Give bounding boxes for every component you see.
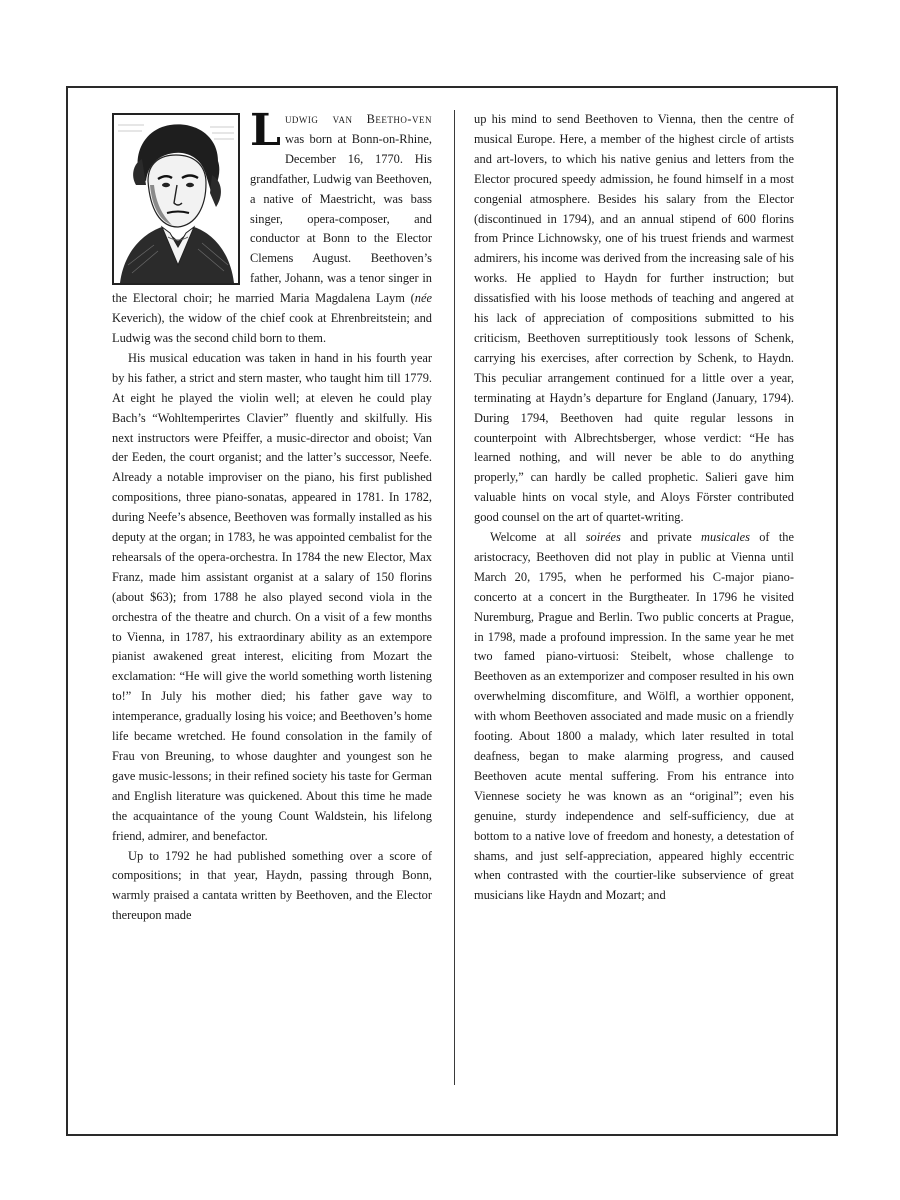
beethoven-portrait <box>112 113 240 285</box>
page-frame <box>66 86 838 1136</box>
intro-smallcaps: udwig van Beetho-ven <box>284 112 432 126</box>
soirees-text-b: and private <box>620 530 702 545</box>
column-divider <box>454 110 455 1085</box>
soirees-paragraph <box>474 528 794 906</box>
intro-text-after: Keverich), the widow of the chief cook at Ehrenbreitstein; and Ludwig was the second child born to them. <box>112 311 432 345</box>
portrait-engraving-icon <box>114 115 238 283</box>
dropcap-letter: L <box>250 105 281 156</box>
soirees-text-c: of the aristocracy, Beethoven did not play in public at Vienna until March 20, 1795, when he performed his C-major piano-concerto at a concert in the Burgtheater. In 1796 he visited Nuremburg, Prague and Berlin. Two public concerts at Prague, in 1798, made a profound impression. In the same year he met two famed piano-virtuosi: Steibelt, whose challenge to Beethoven as an extemporizer and composer resulted in his own overwhelming discomfiture, and Wölfl, a worthier opponent, with whom Beethoven associated and made music on a friendly footing. About 1800 a malady, which later resulted in total deafness, began to make alarming progress, and caused Beethoven acute mental suffering. From his entrance into Viennese society he was known as an “original”; even his genuine, sturdy independence and self-sufficiency, due at bottom to a native love of freedom and honesty, a detestation of shams, and just self-appreciation, appeared highly eccentric when contrasted with the courtier-like subservience of great musicians like Haydn and Mozart; and <box>474 530 794 903</box>
right-column <box>474 110 794 906</box>
musicales-emphasis: musicales <box>701 530 750 545</box>
soirees-emphasis: soirées <box>585 530 621 545</box>
musical-education-paragraph: His musical education was taken in hand in his fourth year by his father, a strict and stern master, who taught him till 1779. At eight he played the violin well; at eleven he could play Bach’s “Wohltemperirtes Clavier” fluently and skilfully. His next instructors were Pfeiffer, a music-director and oboist; Van der Eeden, the court organist; and the latter’s successor, Neefe. Already a notable improviser on the piano, his first published compositions, three piano-sonatas, appeared in 1781. In 1782, during Neefe’s absence, Beethoven was formally installed as his deputy at the organ; in 1783, he was appointed cembalist for the rehearsals of the opera-orchestra. In 1784 the new Elector, Max Franz, made him assistant organist at a salary of 150 florins (about $63); from 1788 he also played second viola in the orchestra of the theatre and church. On a visit of a few months to Vienna, in 1787, his extraordinary ability as an extempore pianist awakened great interest, eliciting from Mozart the exclamation: “He will give the world something worth listening to!” In July his mother died; his father gave way to intemperance, gradually losing his voice; and Beethoven’s home life became wretched. He found consolation in the family of Frau von Breuning, to whose daughter and youngest son he gave music-lessons; in their refined society his taste for German and English literature was quickened. About this time he made the acquaintance of the young Count Waldstein, his lifelong friend, admirer, and benefactor. <box>112 350 433 843</box>
soirees-text-a: Welcome at all <box>490 530 586 545</box>
vienna-paragraph: up his mind to send Beethoven to Vienna, then the centre of musical Europe. Here, a member of the highest circle of artists and art-lovers, to which his native genius and letters from the Elector procured speedy admission, he found himself in a most congenial atmosphere. Besides his salary from the Elector (discontinued in 1794), and an annual stipend of 600 florins from Prince Lichnowsky, one of his truest friends and warmest admirers, his income was derived from the increasing sale of his works. He applied to Haydn for further instruction; but dissatisfied with his loose methods of teaching and angered at his lack of appreciation of compositions submitted to his criticism, Beethoven surreptitiously took lessons of Schenk, carrying his exercises, after correction by Schenk, to Haydn. This peculiar arrangement continued for a little over a year, terminating at Haydn’s departure for England (January, 1794). During 1794, Beethoven had quite regular lessons in counterpoint with Albrechtsberger, whose verdict: “He has learned nothing, and will never be able to do anything properly,” can hardly be called prophetic. Salieri gave him valuable hints on vocal style, and Aloys Förster contributed good counsel on the art of quartet-writing. <box>474 112 794 525</box>
left-column <box>112 105 433 926</box>
intro-emphasis: née <box>414 291 432 306</box>
intro-text: was born at Bonn-on-Rhine, December 16, 1770. His grandfather, Ludwig van Beethoven, a native of Maestricht, was bass singer, opera-composer, and conductor at Bonn to the Elector Clemens August. Beethoven’s father, Johann, was a tenor singer in the Electoral choir; he married Maria Magdalena Laym ( <box>112 131 432 306</box>
compositions-paragraph: Up to 1792 he had published something over a score of compositions; in that year, Haydn, passing through Bonn, warmly praised a cantata written by Beethoven, and the Elector thereupon made <box>112 848 432 923</box>
